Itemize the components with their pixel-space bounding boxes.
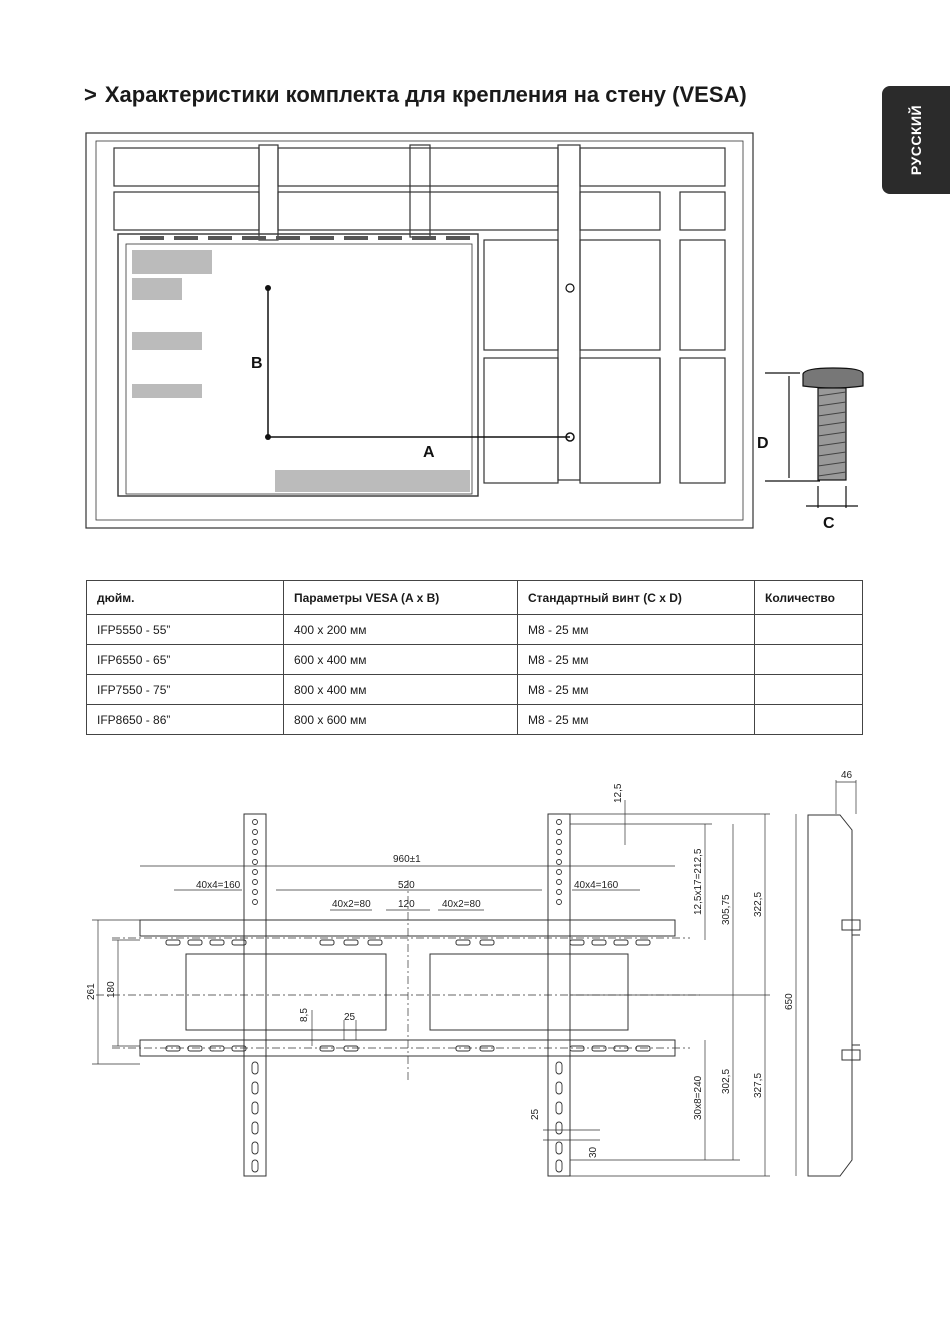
col-header-screw: Стандартный винт (C x D) bbox=[518, 581, 755, 615]
dim-322-5: 322,5 bbox=[753, 891, 764, 917]
table-row bbox=[87, 675, 863, 705]
label-a: A bbox=[423, 444, 435, 461]
cell-qty bbox=[755, 705, 863, 735]
cell-model: IFP7550 - 75” bbox=[87, 675, 284, 705]
dim-960: 960±1 bbox=[393, 854, 421, 865]
cell-model: IFP6550 - 65” bbox=[87, 645, 284, 675]
cell-vesa: 800 x 600 мм bbox=[284, 705, 518, 735]
label-c: C bbox=[823, 515, 835, 532]
dim-327-5: 327,5 bbox=[753, 1072, 764, 1098]
dim-120: 120 bbox=[398, 899, 415, 910]
dim-30x8: 30x8=240 bbox=[693, 1075, 704, 1120]
dim-40x2-right: 40x2=80 bbox=[442, 899, 481, 910]
language-tab-label: РУССКИЙ bbox=[908, 104, 924, 176]
vesa-spec-table bbox=[86, 580, 863, 735]
tv-rear-diagram bbox=[0, 0, 950, 560]
dim-261: 261 bbox=[86, 983, 97, 1000]
dim-25-mid: 25 bbox=[344, 1012, 356, 1023]
cell-screw: M8 - 25 мм bbox=[518, 675, 755, 705]
dim-305-75: 305,75 bbox=[721, 894, 732, 925]
cell-screw: M8 - 25 мм bbox=[518, 615, 755, 645]
cell-vesa: 600 x 400 мм bbox=[284, 645, 518, 675]
label-d: D bbox=[757, 435, 769, 452]
dim-46: 46 bbox=[841, 770, 853, 781]
chevron-right-icon: > bbox=[84, 82, 97, 107]
dim-25-low: 25 bbox=[530, 1108, 541, 1120]
dim-40x4-right: 40x4=160 bbox=[574, 880, 619, 891]
cell-model: IFP8650 - 86” bbox=[87, 705, 284, 735]
dim-520: 520 bbox=[398, 880, 415, 891]
col-header-inch: дюйм. bbox=[87, 581, 284, 615]
cell-qty bbox=[755, 675, 863, 705]
table-row bbox=[87, 705, 863, 735]
cell-screw: M8 - 25 мм bbox=[518, 645, 755, 675]
cell-model: IFP5550 - 55” bbox=[87, 615, 284, 645]
title-text: Характеристики комплекта для крепления на стену (VESA) bbox=[104, 82, 747, 107]
cell-vesa: 800 x 400 мм bbox=[284, 675, 518, 705]
dim-8-5: 8,5 bbox=[299, 1008, 310, 1022]
dim-12-5x17: 12,5x17=212,5 bbox=[693, 848, 704, 915]
cell-qty bbox=[755, 615, 863, 645]
dim-40x2-left: 40x2=80 bbox=[332, 899, 371, 910]
wall-mount-drawing bbox=[0, 760, 950, 1220]
label-b: B bbox=[251, 355, 263, 372]
dim-40x4-left: 40x4=160 bbox=[196, 880, 241, 891]
cell-screw: M8 - 25 мм bbox=[518, 705, 755, 735]
table-header-row bbox=[87, 581, 863, 615]
table-row bbox=[87, 615, 863, 645]
dim-302-5: 302,5 bbox=[721, 1068, 732, 1094]
cell-qty bbox=[755, 645, 863, 675]
col-header-vesa: Параметры VESA (A x B) bbox=[284, 581, 518, 615]
dim-12-5: 12,5 bbox=[613, 783, 624, 803]
col-header-qty: Количество bbox=[755, 581, 863, 615]
dim-650: 650 bbox=[784, 993, 795, 1010]
dim-180: 180 bbox=[106, 981, 117, 998]
dim-30: 30 bbox=[588, 1146, 599, 1158]
table-row bbox=[87, 645, 863, 675]
cell-vesa: 400 x 200 мм bbox=[284, 615, 518, 645]
